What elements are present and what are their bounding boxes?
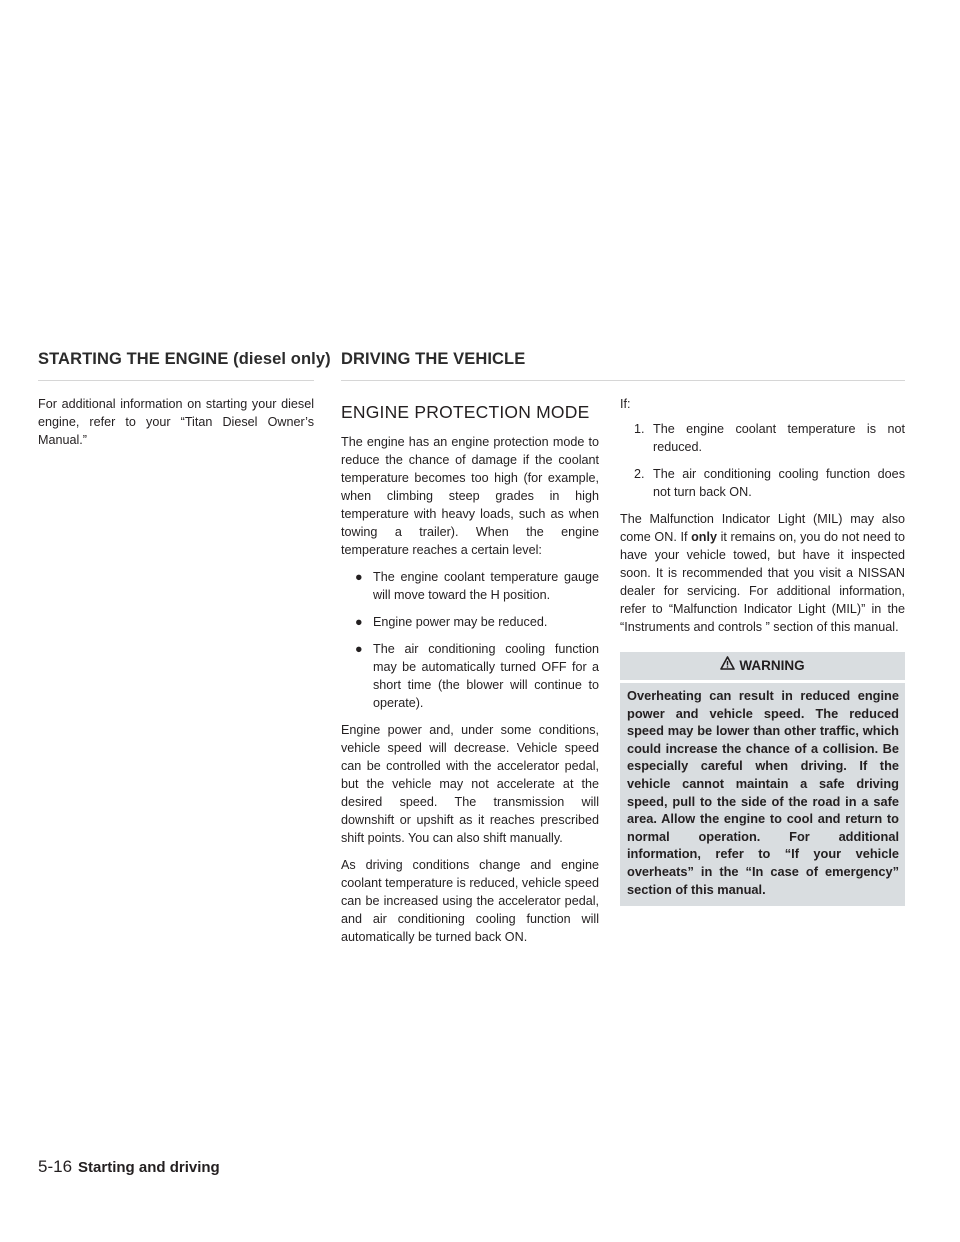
list-item: ● Engine power may be reduced. <box>355 615 548 629</box>
intro-paragraph: The engine has an engine protection mode to reduce the chance of damage if the coolant temperature becomes too high (for example, when climbing steep grades in high temperature with heavy loads, such as when towing a trailer). When the engine temperature reaches a certain level: <box>341 435 599 557</box>
warning-title: WARNING <box>739 657 805 673</box>
numbered-list <box>620 420 905 501</box>
warning-text: Overheating can result in reduced engine power and vehicle speed. The reduced speed may be lower than other traffic, which could increase the chance of a collision. Be especially careful when driving. If the vehicle cannot maintain a safe driving speed, pull to the side of the road in a safe area. Allow the engine to cool and return to normal operation. For additional information, refer to “If your vehicle overheats” in the “In case of emergency” section of this manual. <box>627 688 899 897</box>
protection-bullet-list <box>341 568 599 712</box>
footer-section-title: Starting and driving <box>78 1159 220 1176</box>
list-item: ● The engine coolant temperature gauge will move toward the H position. <box>355 570 599 602</box>
warning-header <box>620 652 905 683</box>
page-number: 5-16 <box>38 1157 73 1176</box>
bullet-icon: ● <box>355 570 363 584</box>
list-item: 2. The air conditioning cooling function does not turn back ON. <box>634 467 905 499</box>
bullet-icon: ● <box>355 615 363 629</box>
mil-paragraph: The Malfunction Indicator Light (MIL) may also come ON. If only it remains on, you do not need to have your vehicle towed, but have it inspected soon. It is recommended that you visit a NISSAN dealer for servicing. For additional information, refer to “Malfunction Indicator Light (MIL)” in the “Instruments and controls ” section of this manual. <box>620 512 905 634</box>
warning-box <box>620 652 905 906</box>
middle-column <box>341 401 599 955</box>
engine-protection-heading: ENGINE PROTECTION MODE <box>341 402 590 422</box>
section-divider <box>38 380 314 381</box>
list-item: ● The air conditioning cooling function may be automatically turned OFF for a short time (the blower will continue to operate). <box>355 642 599 710</box>
list-item: 1. The engine coolant temperature is not reduced. <box>634 422 905 454</box>
right-column <box>620 395 905 906</box>
warning-triangle-icon <box>720 656 735 675</box>
emphasis-only: only <box>691 530 717 544</box>
conditions-change-paragraph: As driving conditions change and engine coolant temperature is reduced, vehicle speed can be increased using the accelerator pedal, and air conditioning cooling function will automatically be turned back ON. <box>341 858 599 944</box>
section-header-starting-engine: STARTING THE ENGINE (diesel only) <box>38 350 331 368</box>
if-label: If: <box>620 397 631 411</box>
left-column <box>38 395 314 458</box>
power-speed-paragraph: Engine power and, under some conditions, vehicle speed will decrease. Vehicle speed can be controlled with the accelerator pedal, but the vehicle may not accelerate at the desired speed. The transmission will downshift or upshift as it reaches prescribed shift points. You can also shift manually. <box>341 723 599 845</box>
section-divider <box>341 380 905 381</box>
page-footer <box>38 1157 220 1177</box>
diesel-info-paragraph: For additional information on starting your diesel engine, refer to your “Titan Diesel Owner’s Manual.” <box>38 397 314 447</box>
bullet-icon: ● <box>355 642 363 656</box>
section-header-driving-vehicle: DRIVING THE VEHICLE <box>341 350 526 368</box>
